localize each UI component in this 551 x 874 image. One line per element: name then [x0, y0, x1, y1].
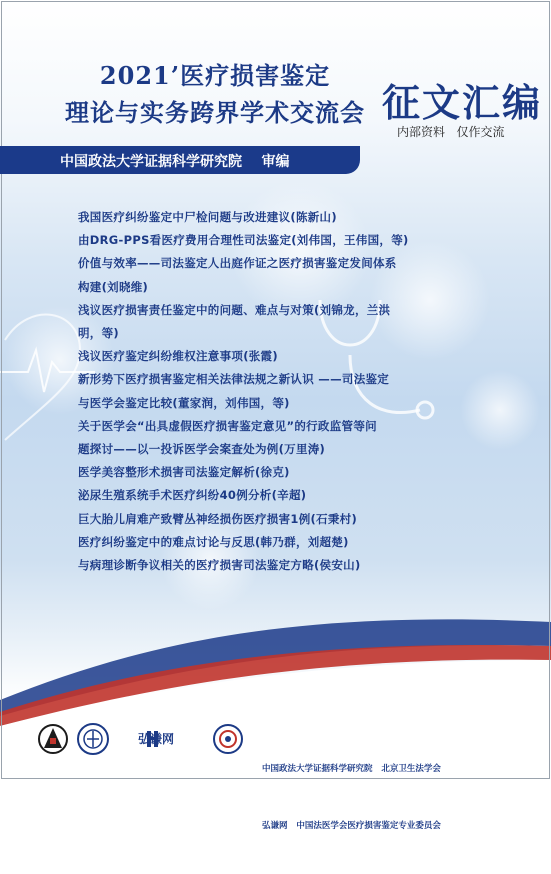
toc-entry: [78, 345, 478, 368]
toc-entry-line: 构建(刘晓维): [78, 279, 149, 294]
toc-entry-line: 与病理诊断争议相关的医疗损害司法鉴定方略(侯安山): [78, 558, 361, 573]
toc-entry-line: 关于医学会“出具虚假医疗损害鉴定意见”的行政监管等问: [78, 418, 377, 433]
cover-title-line2: 理论与实务跨界学术交流会: [65, 98, 365, 127]
toc-entry: [78, 415, 478, 461]
toc-entry-line: 泌尿生殖系统手术医疗纠纷40例分析(辛超): [78, 488, 307, 503]
toc-entry: [78, 508, 478, 531]
organizers-line2: 弘谦网 中国法医学会医疗损害鉴定专业委员会: [262, 821, 441, 831]
toc-entry: [78, 461, 478, 484]
toc-entry-line: 价值与效率——司法鉴定人出庭作证之医疗损害鉴定发间体系: [78, 256, 397, 271]
forensic-medicine-seal-icon: [212, 722, 244, 756]
toc-entry-line: 由DRG-PPS看医疗费用合理性司法鉴定(刘伟国，王伟国，等): [78, 233, 409, 248]
toc-entry: [78, 299, 478, 345]
toc-entry: [78, 229, 478, 252]
toc-entry-line: 医学美容整形术损害司法鉴定解析(徐克): [78, 465, 290, 480]
toc-entry-line: 巨大胎儿肩难产致臂丛神经损伤医疗损害1例(石秉村): [78, 511, 358, 526]
collection-title: 征文汇编: [382, 80, 543, 125]
editor-band-text: 中国政法大学证据科学研究院 审编: [60, 154, 290, 170]
toc-entry: [78, 252, 478, 298]
internal-use-note: 内部资料 仅作交流: [397, 125, 505, 139]
toc-entry: [78, 531, 478, 554]
organizers-line1: 中国政法大学证据科学研究院 北京卫生法学会: [262, 764, 441, 774]
toc-entry: [78, 554, 478, 577]
institute-emblem-icon: [38, 722, 68, 756]
footer-logos: [38, 722, 248, 758]
toc-entry-line: 明，等): [78, 326, 119, 341]
health-law-society-seal-icon: [76, 722, 110, 756]
toc-entry-line: 医疗纠纷鉴定中的难点讨论与反思(韩乃群，刘超楚): [78, 534, 349, 549]
cover-title-line1: 2021’医疗损害鉴定: [99, 61, 331, 90]
toc-entry-line: 我国医疗纠纷鉴定中尸检问题与改进建议(陈新山): [78, 210, 337, 224]
toc-entry: [78, 206, 478, 229]
toc-entry-line: 浅议医疗鉴定纠纷维权注意事项(张霞): [78, 349, 278, 364]
toc-entry: [78, 484, 478, 507]
toc-entry-line: 与医学会鉴定比较(董家润，刘伟国，等): [78, 395, 290, 410]
organizers: [262, 722, 532, 874]
hongqian-logo-text: 弘谦网: [138, 732, 175, 746]
table-of-contents: [78, 206, 478, 577]
toc-entry-line: 题探讨——以一投诉医学会案查处为例(万里涛): [78, 442, 326, 457]
toc-entry-line: 新形势下医疗损害鉴定相关法律法规之新认识 ——司法鉴定: [78, 372, 390, 387]
toc-entry: [78, 368, 478, 414]
toc-entry-line: 浅议医疗损害责任鉴定中的问题、难点与对策(刘锦龙，兰洪: [78, 302, 391, 317]
